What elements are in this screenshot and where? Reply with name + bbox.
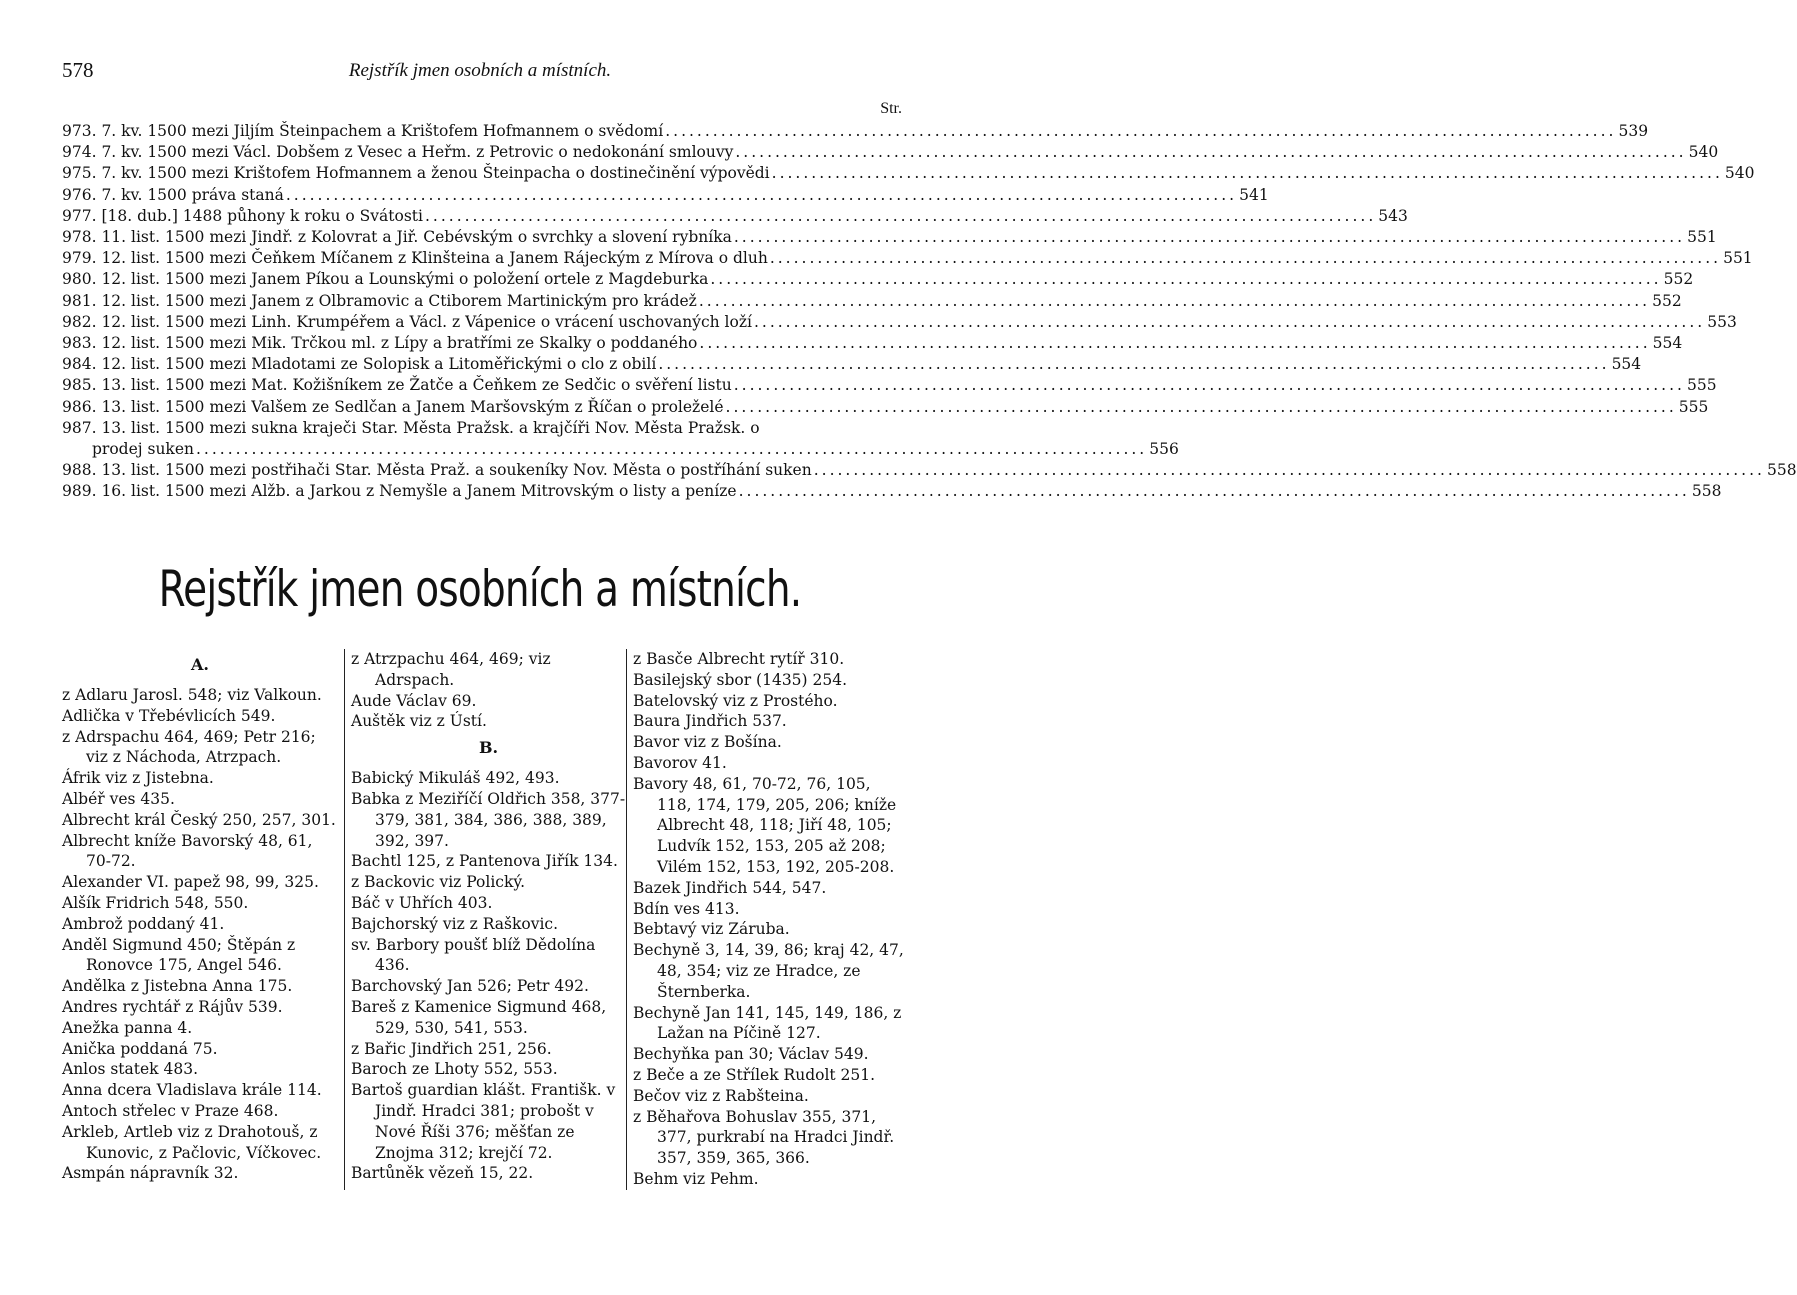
- dot-leader: ........................................................................................................................: [195, 440, 1148, 459]
- toc-entry-page: 558: [1691, 482, 1722, 501]
- page-header: [62, 58, 898, 86]
- toc-entry-page: 554: [1611, 355, 1642, 374]
- index-entry: Andělka z Jistebna Anna 175.: [62, 977, 293, 996]
- toc-entry: [62, 418, 902, 439]
- toc-entry: [62, 227, 1717, 248]
- toc-entry: [62, 481, 1722, 502]
- toc-entry: [62, 269, 1694, 290]
- dot-leader: ........................................................................................................................: [725, 397, 1677, 416]
- toc-entry-page: 554: [1652, 334, 1683, 353]
- index-entry: Barchovský Jan 526; Petr 492.: [351, 977, 589, 996]
- dot-leader: ........................................................................................................................: [285, 185, 1238, 204]
- index-entries-b: [351, 768, 626, 1184]
- toc-entry: [62, 354, 1642, 375]
- toc-entry: [62, 248, 1753, 269]
- index-entry: Anděl Sigmund 450; Štěpán z Ronovce 175, Angel 546.: [62, 935, 296, 975]
- toc-entry-page: 556: [1149, 440, 1179, 459]
- index-entry: Arkleb, Artleb viz z Drahotouš, z Kunovic, z Pačlovic, Víčkovec.: [62, 1122, 322, 1162]
- index-entry: Bebtavý viz Záruba.: [633, 920, 790, 939]
- dot-leader: ........................................................................................................................: [813, 461, 1765, 480]
- contents-list: [62, 121, 1797, 503]
- toc-entry: [62, 439, 1179, 460]
- index-column-1: [62, 649, 344, 1190]
- toc-entry-page: 553: [1707, 312, 1737, 331]
- toc-entry-page: 552: [1652, 291, 1682, 310]
- index-entry: Bareš z Kamenice Sigmund 468, 529, 530, 541, 553.: [351, 997, 607, 1037]
- toc-entry-text: 986. 13. list. 1500 mezi Valšem ze Sedlčan a Janem Maršovským z Říčan o proleželé: [62, 397, 724, 416]
- index-title: Rejstřík jmen osobních a místních.: [158, 560, 802, 618]
- index-entry: Adlička v Třebévlicích 549.: [62, 706, 276, 725]
- toc-entry-text: 982. 12. list. 1500 mezi Linh. Krumpéřem a Václ. z Vápenice o vrácení uschovaných loží: [62, 312, 752, 331]
- dot-leader: ........................................................................................................................: [733, 376, 1685, 395]
- toc-entry-text: 987. 13. list. 1500 mezi sukna kraječi Star. Města Pražsk. a krajčíři Nov. Města Pražsk. o: [62, 418, 760, 437]
- index-entry: z Backovic viz Polický.: [351, 873, 526, 892]
- dot-leader: ........................................................................................................................: [771, 164, 1723, 183]
- index-entry: z Běhařova Bohuslav 355, 371, 377, purkrabí na Hradci Jindř. 357, 359, 365, 366.: [633, 1107, 895, 1168]
- toc-entry-text: 975. 7. kv. 1500 mezi Krištofem Hofmannem a ženou Šteinpacha o dostinečinění výpovědi: [62, 164, 770, 183]
- index-column-3: [626, 649, 908, 1190]
- toc-entry-text: 984. 12. list. 1500 mezi Mladotami ze Solopisk a Litoměřickými o clo z obilí: [62, 355, 657, 374]
- running-title: Rejstřík jmen osobních a místních.: [348, 60, 612, 81]
- toc-entry: [62, 206, 1408, 227]
- index-entry: Albéř ves 435.: [62, 789, 175, 808]
- index-entries-a: [62, 685, 338, 1184]
- toc-entry: [62, 142, 1719, 163]
- dot-leader: ........................................................................................................................: [699, 334, 1651, 353]
- index-entry: Bavory 48, 61, 70-72, 76, 105, 118, 174, 179, 205, 206; kníže Albrecht 48, 118; Jiří 48, 105; Ludvík 152, 153, 205 až 208; Vilém 152, 153, 192, 205-208.: [633, 774, 897, 876]
- index-entry: Alexander VI. papež 98, 99, 325.: [62, 873, 319, 892]
- toc-entry-page: 558: [1766, 461, 1797, 480]
- toc-entry: [62, 121, 1649, 142]
- index-entries-b-cont: [633, 649, 908, 1190]
- index-entry: z Atrzpachu 464, 469; viz Adrspach.: [351, 650, 551, 689]
- index-entry: Bajchorský viz z Raškovic.: [351, 914, 559, 933]
- page-number: 578: [62, 58, 94, 82]
- index-entry: Aude Václav 69.: [351, 691, 477, 710]
- index-entry: Bechyně Jan 141, 145, 149, 186, z Lažan na Píčině 127.: [633, 1003, 902, 1043]
- dot-leader: ........................................................................................................................: [658, 355, 1610, 374]
- index-entry: Bdín ves 413.: [633, 899, 740, 918]
- index-entry: Anička poddaná 75.: [62, 1039, 218, 1058]
- index-entry: Auštěk viz z Ústí.: [351, 712, 487, 731]
- index-entry: Babka z Meziříčí Oldřich 358, 377-379, 381, 384, 386, 388, 389, 392, 397.: [351, 789, 626, 850]
- toc-entry-page: 543: [1378, 206, 1408, 225]
- index-entry: Alšík Fridrich 548, 550.: [62, 893, 249, 912]
- index-entry: Asmpán nápravník 32.: [62, 1164, 239, 1183]
- toc-entry-text: 985. 13. list. 1500 mezi Mat. Kožišníkem ze Žatče a Čeňkem ze Sedčic o svěření listu: [62, 376, 732, 395]
- index-entry: Bartoš guardian klášt. Františk. v Jindř. Hradci 381; probošt v Nové Říši 376; měšťan ze Znojma 312; krejčí 72.: [351, 1081, 616, 1162]
- page-column-label: Str.: [880, 100, 902, 117]
- index-entry: Bavorov 41.: [633, 753, 727, 772]
- toc-entry-text: 980. 12. list. 1500 mezi Janem Píkou a Lounskými o položení ortele z Magdeburka: [62, 270, 709, 289]
- index-entry: Antoch střelec v Praze 468.: [62, 1101, 279, 1120]
- dot-leader: ........................................................................................................................: [753, 312, 1706, 331]
- toc-entry-text: 981. 12. list. 1500 mezi Janem z Olbramovic a Ctiborem Martinickým pro krádež: [62, 291, 697, 310]
- dot-leader: ........................................................................................................................: [698, 291, 1651, 310]
- toc-entry: [62, 397, 1709, 418]
- dot-leader: ........................................................................................................................: [710, 270, 1662, 289]
- index-entries-a-cont: [351, 649, 626, 732]
- toc-entry-page: 552: [1663, 270, 1694, 289]
- dot-leader: ........................................................................................................................: [665, 122, 1617, 140]
- toc-entry-text: 977. [18. dub.] 1488 půhony k roku o Svátosti: [62, 206, 423, 225]
- index-entry: Albrecht král Český 250, 257, 301.: [62, 810, 336, 829]
- index-entry: Anna dcera Vladislava krále 114.: [62, 1081, 322, 1100]
- toc-entry-page: 555: [1678, 397, 1709, 416]
- index-entry: Baroch ze Lhoty 552, 553.: [351, 1060, 558, 1079]
- toc-entry-text: 979. 12. list. 1500 mezi Čeňkem Míčanem z Klinšteina a Janem Rájeckým z Mírova o dluh: [62, 249, 768, 268]
- toc-entry-text: 974. 7. kv. 1500 mezi Václ. Dobšem z Vesec a Heřm. z Petrovic o nedokonání smlouvy: [62, 143, 734, 162]
- index-entry: Áfrik viz z Jistebna.: [62, 769, 214, 788]
- toc-entry-page: 540: [1688, 143, 1719, 162]
- toc-entry: [62, 333, 1683, 354]
- toc-entry: [62, 291, 1682, 312]
- toc-entry: [62, 460, 1797, 481]
- toc-entry: [62, 312, 1737, 333]
- index-entry: Anlos statek 483.: [62, 1060, 199, 1079]
- toc-entry: [62, 375, 1717, 396]
- index-entry: z Adlaru Jarosl. 548; viz Valkoun.: [62, 686, 322, 704]
- index-entry: Batelovský viz z Prostého.: [633, 691, 838, 710]
- toc-entry-page: 539: [1618, 122, 1649, 140]
- index-entry: Bavor viz z Bošína.: [633, 733, 782, 752]
- index-entry: Baura Jindřich 537.: [633, 712, 787, 731]
- toc-entry-text: 976. 7. kv. 1500 práva staná: [62, 185, 284, 204]
- toc-entry: [62, 163, 1755, 184]
- index-entry: Babický Mikuláš 492, 493.: [351, 769, 560, 788]
- toc-entry: [62, 185, 1269, 206]
- index-entry: Bečov viz z Rabšteina.: [633, 1086, 809, 1105]
- toc-entry-page: 555: [1686, 376, 1717, 395]
- toc-entry-page: 541: [1239, 185, 1269, 204]
- dot-leader: ........................................................................................................................: [425, 206, 1377, 225]
- toc-entry-page: 551: [1723, 249, 1753, 268]
- toc-entry-text: prodej suken: [92, 440, 194, 459]
- toc-entry-text: 973. 7. kv. 1500 mezi Jiljím Šteinpachem a Krištofem Hofmannem o svědomí: [62, 122, 664, 140]
- toc-entry-page: 540: [1724, 164, 1755, 183]
- index-entry: Albrecht kníže Bavorský 48, 61, 70-72.: [62, 831, 313, 871]
- index-entry: Bartůněk vězeň 15, 22.: [351, 1164, 534, 1183]
- index-entry: z Adrspachu 464, 469; Petr 216; viz z Náchoda, Atrzpach.: [62, 727, 316, 767]
- dot-leader: ........................................................................................................................: [738, 482, 1690, 501]
- index-entry: Basilejský sbor (1435) 254.: [633, 670, 848, 689]
- toc-entry-text: 983. 12. list. 1500 mezi Mik. Trčkou ml. z Lípy a bratřími ze Skalky o poddaného: [62, 334, 698, 353]
- index-entry: Ambrož poddaný 41.: [62, 914, 225, 933]
- index-entry: Anežka panna 4.: [62, 1018, 193, 1037]
- dot-leader: ........................................................................................................................: [735, 143, 1687, 162]
- index-entry: z Bařic Jindřich 251, 256.: [351, 1039, 552, 1058]
- index-entry: Bazek Jindřich 544, 547.: [633, 878, 827, 897]
- index-entry: Behm viz Pehm.: [633, 1169, 759, 1188]
- dot-leader: ........................................................................................................................: [769, 249, 1722, 268]
- index-column-2: [344, 649, 626, 1190]
- index-entry: Bachtl 125, z Pantenova Jiřík 134.: [351, 852, 618, 871]
- dot-leader: ........................................................................................................................: [733, 228, 1686, 247]
- section-letter-a: A.: [191, 655, 209, 674]
- toc-entry-text: 989. 16. list. 1500 mezi Alžb. a Jarkou z Nemyšle a Janem Mitrovským o listy a peníze: [62, 482, 737, 501]
- index-entry: Andres rychtář z Rájův 539.: [62, 997, 283, 1016]
- index-entry: z Basče Albrecht rytíř 310.: [633, 650, 845, 668]
- section-letter-b: B.: [478, 738, 499, 758]
- index-entry: Bechyně 3, 14, 39, 86; kraj 42, 47, 48, 354; viz ze Hradce, ze Šternberka.: [633, 941, 904, 1001]
- toc-entry-text: 988. 13. list. 1500 mezi postřihači Star. Města Praž. a soukeníky Nov. Města o postříhání suken: [62, 461, 812, 480]
- index-entry: z Beče a ze Střílek Rudolt 251.: [633, 1065, 876, 1084]
- toc-entry-text: 978. 11. list. 1500 mezi Jindř. z Kolovrat a Jiř. Cebévským o svrchky a slovení rybníka: [62, 228, 732, 247]
- toc-entry-page: 551: [1687, 228, 1717, 247]
- index-entry: Bechyňka pan 30; Václav 549.: [633, 1045, 869, 1064]
- index-entry: Báč v Uhřích 403.: [351, 893, 493, 912]
- index-entry: sv. Barbory poušť blíž Dědolína 436.: [351, 935, 596, 975]
- index-columns: [62, 649, 910, 1190]
- dot-leader: [760, 418, 902, 439]
